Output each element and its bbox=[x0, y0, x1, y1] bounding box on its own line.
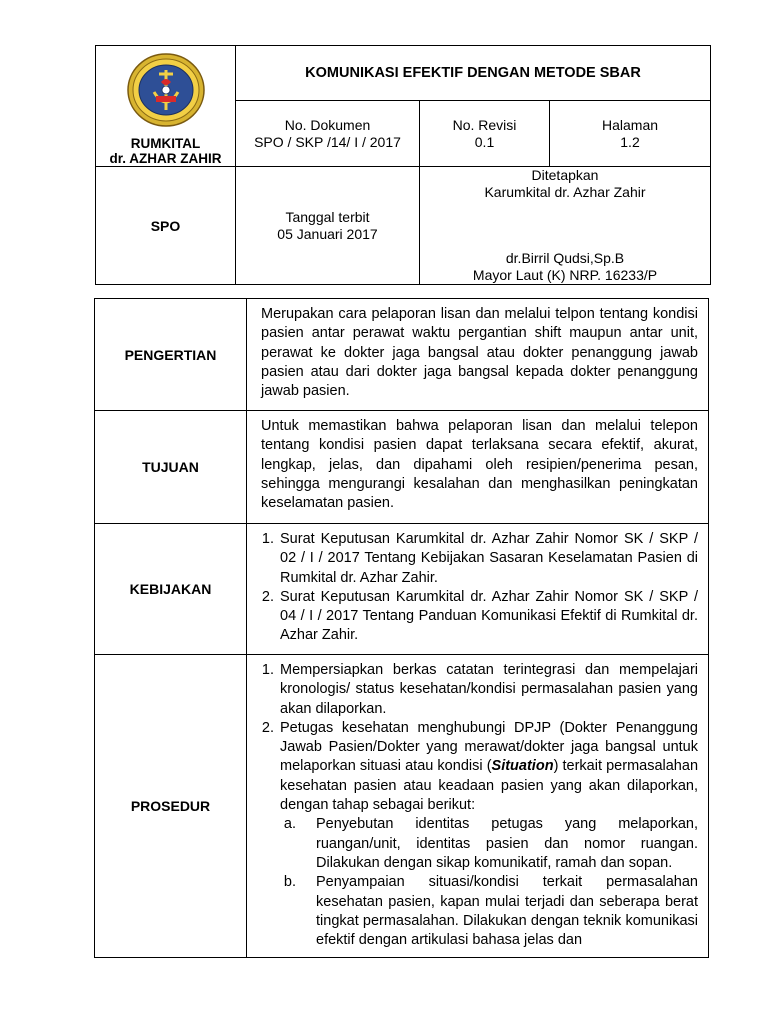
doc-number-label: No. Dokumen bbox=[284, 116, 371, 133]
issue-date-cell bbox=[236, 167, 420, 285]
tujuan-label: TUJUAN bbox=[95, 411, 247, 524]
document-title: KOMUNIKASI EFEKTIF DENGAN METODE SBAR bbox=[236, 46, 711, 101]
page-value: 1.2 bbox=[620, 133, 640, 150]
kebijakan-item: 2. Surat Keputusan Karumkital dr. Azhar Zahir Nomor SK / SKP / 04 / I / 2017 Tentang Panduan Komunikasi Efektif di Rumkital dr. Azhar Zahir. bbox=[278, 588, 698, 646]
page-label: Halaman bbox=[601, 116, 659, 133]
prosedur-label: PROSEDUR bbox=[95, 655, 247, 958]
doc-number-value: SPO / SKP /14/ I / 2017 bbox=[254, 133, 401, 150]
institution-subname: dr. AZHAR ZAHIR bbox=[109, 151, 222, 166]
prosedur-list bbox=[261, 661, 698, 950]
tujuan-cell bbox=[247, 411, 709, 524]
spo-label: SPO bbox=[96, 167, 236, 285]
prosedur-item-2-lead: Petugas kesehatan menghubungi DPJP (Dokter Penanggung Jawab Pasien/Dokter yang merawat/dokter jaga bangsal untuk melaporkan situasi atau kondisi ( bbox=[280, 719, 698, 775]
hospital-emblem-icon bbox=[126, 52, 206, 130]
approval-cell bbox=[420, 167, 711, 285]
document-header-table bbox=[95, 45, 711, 285]
situation-term: Situation bbox=[491, 758, 554, 775]
kebijakan-item: 1. Surat Keputusan Karumkital dr. Azhar Zahir Nomor SK / SKP / 02 / I / 2017 Tentang Kebijakan Sasaran Keselamatan Pasien di Rumkital dr. Azhar Zahir. bbox=[278, 530, 698, 588]
prosedur-subitem: a. Penyebutan identitas petugas yang melaporkan, ruangan/unit, identitas pasien dan nomor ruangan. Dilakukan dengan sikap komunikatif, ramah dan sopan. bbox=[300, 815, 698, 873]
revision-value: 0.1 bbox=[474, 133, 495, 150]
logo-cell bbox=[96, 46, 236, 167]
approval-label: Ditetapkan bbox=[531, 167, 599, 183]
revision-cell bbox=[420, 101, 550, 167]
kebijakan-cell bbox=[247, 524, 709, 655]
pengertian-label: PENGERTIAN bbox=[95, 299, 247, 411]
prosedur-item: 1. Mempersiapkan berkas catatan terintegrasi dan mempelajari kronologis/ status kesehatan/kondisi permasalahan pasien yang akan dilaporkan. bbox=[278, 661, 698, 719]
procedure-content-table bbox=[94, 298, 709, 958]
prosedur-sublist bbox=[280, 815, 698, 950]
kebijakan-list bbox=[261, 530, 698, 646]
tujuan-text: Untuk memastikan bahwa pelaporan lisan dan melalui telepon tentang kondisi pasien dapat terlaksana secara efektif, akurat, lengkap, jelas, dan dipahami oleh resipien/penerima pesan, sehingga mengurangi kesalahan dan menghasilkan peningkatan keselamatan pasien. bbox=[261, 418, 698, 512]
prosedur-subitem: b. Penyampaian situasi/kondisi terkait permasalahan kesehatan pasien, kapan mulai terjadi dan seberapa berat tingkat permasalahan. Dilakukan dengan teknik komunikasi efektif dengan artikulasi bahasa jelas dan bbox=[300, 873, 698, 950]
signer-name: dr.Birril Qudsi,Sp.B bbox=[505, 250, 625, 266]
doc-number-cell bbox=[236, 101, 420, 167]
prosedur-item-2-text bbox=[280, 719, 698, 815]
kebijakan-label: KEBIJAKAN bbox=[95, 524, 247, 655]
approval-authority: Karumkital dr. Azhar Zahir bbox=[484, 184, 646, 200]
prosedur-item-2-tail: ) terkait permasalahan kesehatan pasien atau keadaan pasien yang akan dilaporkan, dengan tahap sebagai berikut: bbox=[280, 758, 699, 814]
issue-date-value: 05 Januari 2017 bbox=[277, 225, 378, 242]
prosedur-item bbox=[278, 719, 698, 951]
revision-label: No. Revisi bbox=[452, 116, 517, 133]
signer-rank: Mayor Laut (K) NRP. 16233/P bbox=[472, 267, 658, 283]
prosedur-cell bbox=[247, 655, 709, 958]
page-cell bbox=[550, 101, 711, 167]
institution-name: RUMKITAL bbox=[130, 136, 201, 151]
pengertian-cell bbox=[247, 299, 709, 411]
issue-date-label: Tanggal terbit bbox=[285, 208, 370, 225]
pengertian-text: Merupakan cara pelaporan lisan dan melalui telpon tentang kondisi pasien antar perawat waktu pergantian shift maupun antar unit, perawat ke dokter jaga bangsal atau dokter penanggung jawab pasien atau dari dokter jaga bangsal kepada dokter penanggung jawab pasien. bbox=[261, 306, 698, 400]
